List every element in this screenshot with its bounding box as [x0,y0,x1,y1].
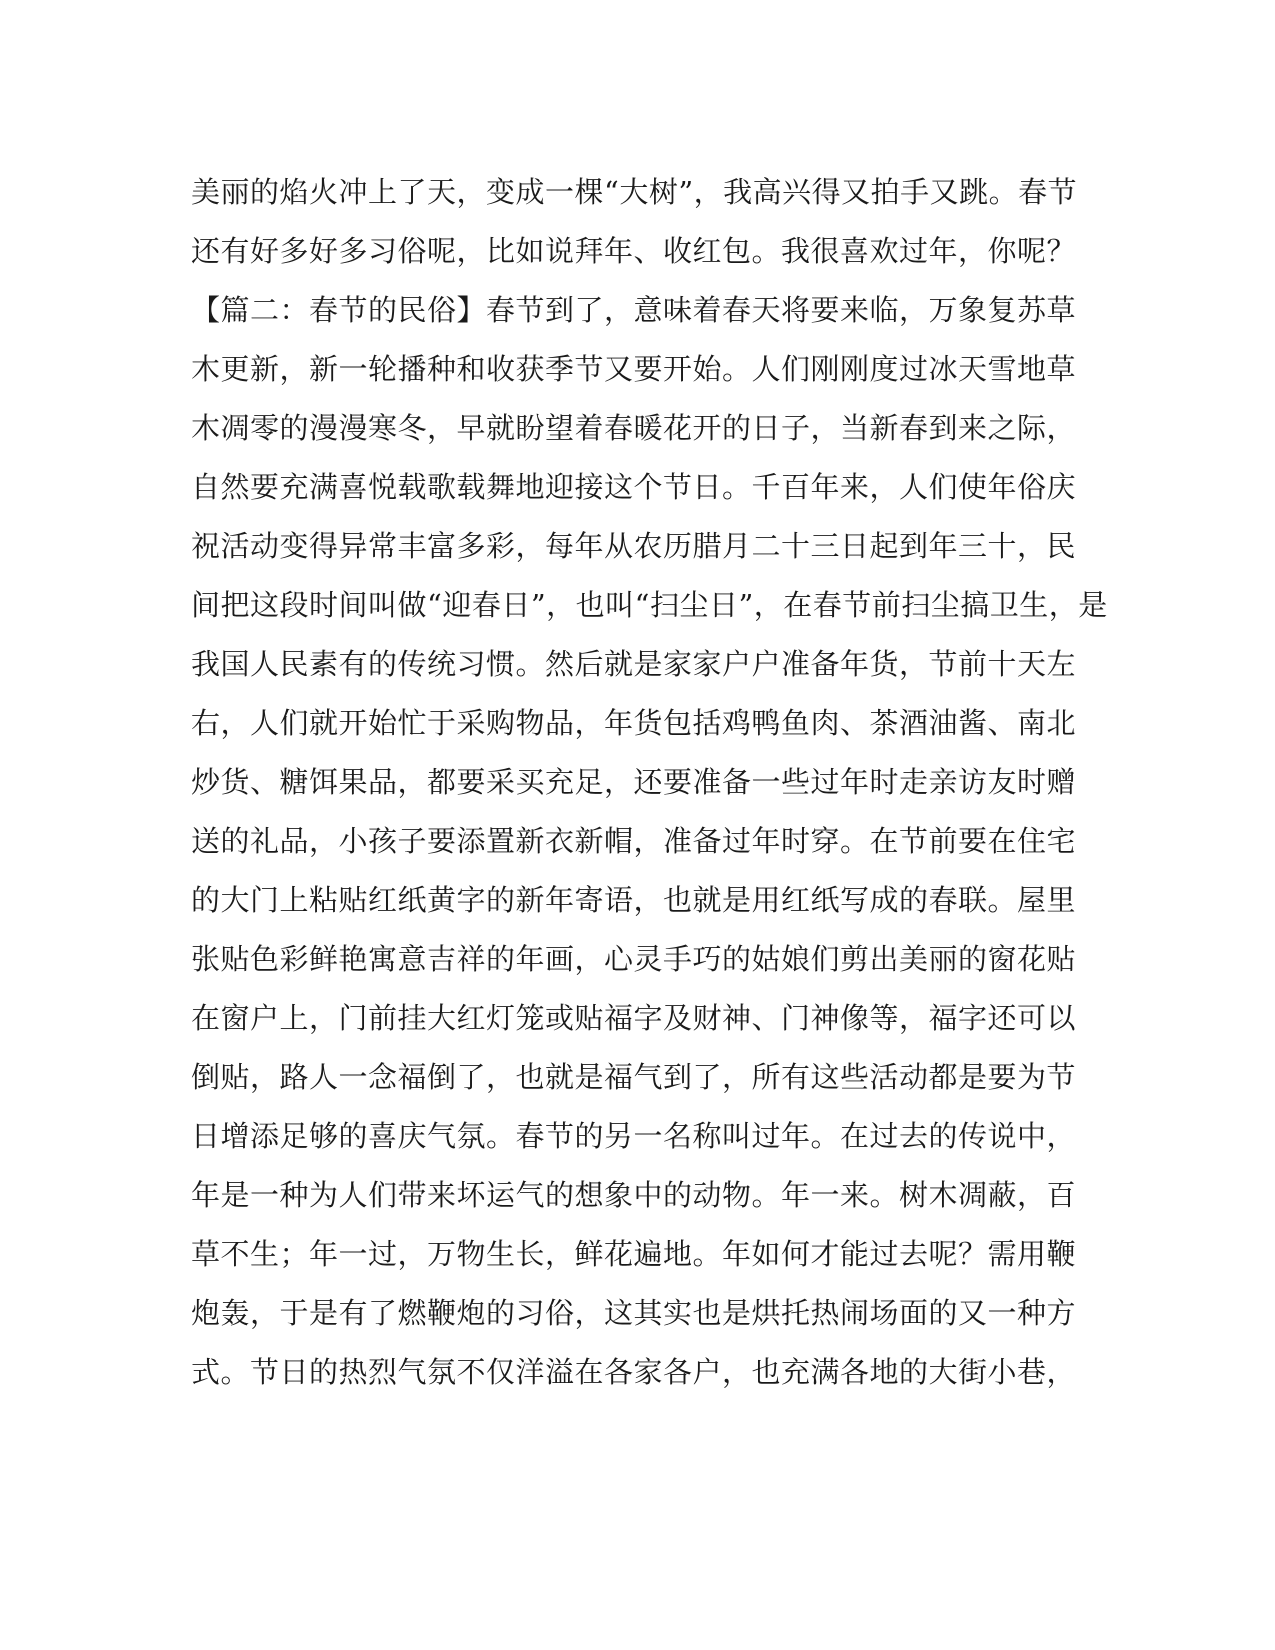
text-line: 的大门上粘贴红纸黄字的新年寄语，也就是用红纸写成的春联。屋里 [191,883,1077,917]
text-line: 还有好多好多习俗呢，比如说拜年、收红包。我很喜欢过年，你呢？ [191,234,1077,268]
text-line: 自然要充满喜悦载歌载舞地迎接这个节日。千百年来，人们使年俗庆 [191,470,1077,504]
text-line: 炒货、糖饵果品，都要采买充足，还要准备一些过年时走亲访友时赠 [191,765,1077,799]
text-line: 炮轰，于是有了燃鞭炮的习俗，这其实也是烘托热闹场面的又一种方 [191,1296,1077,1330]
text-line: 右，人们就开始忙于采购物品，年货包括鸡鸭鱼肉、茶酒油酱、南北 [191,706,1077,740]
text-line: 我国人民素有的传统习惯。然后就是家家户户准备年货，节前十天左 [191,647,1077,681]
text-line: 式。节日的热烈气氛不仅洋溢在各家各户，也充满各地的大街小巷， [191,1355,1077,1389]
text-line: 送的礼品，小孩子要添置新衣新帽，准备过年时穿。在节前要在住宅 [191,824,1077,858]
text-line: 祝活动变得异常丰富多彩，每年从农历腊月二十三日起到年三十，民 [191,529,1077,563]
body-text [191,163,1108,1402]
text-line: 草不生；年一过，万物生长，鲜花遍地。年如何才能过去呢？需用鞭 [191,1237,1077,1271]
text-line: 在窗户上，门前挂大红灯笼或贴福字及财神、门神像等，福字还可以 [191,1001,1077,1035]
text-line: 年是一种为人们带来坏运气的想象中的动物。年一来。树木凋蔽，百 [191,1178,1077,1212]
text-line: 张贴色彩鲜艳寓意吉祥的年画，心灵手巧的姑娘们剪出美丽的窗花贴 [191,942,1077,976]
text-line: 美丽的焰火冲上了天，变成一棵“大树”，我高兴得又拍手又跳。春节 [191,175,1078,209]
text-line: 倒贴，路人一念福倒了，也就是福气到了，所有这些活动都是要为节 [191,1060,1077,1094]
text-line: 间把这段时间叫做“迎春日”，也叫“扫尘日”，在春节前扫尘搞卫生，是 [191,588,1108,622]
text-line: 木更新，新一轮播种和收获季节又要开始。人们刚刚度过冰天雪地草 [191,352,1077,386]
text-line: 木凋零的漫漫寒冬，早就盼望着春暖花开的日子，当新春到来之际， [191,411,1077,445]
text-line: 【篇二：春节的民俗】春节到了，意味着春天将要来临，万象复苏草 [191,293,1077,327]
text-line: 日增添足够的喜庆气氛。春节的另一名称叫过年。在过去的传说中， [191,1119,1077,1153]
